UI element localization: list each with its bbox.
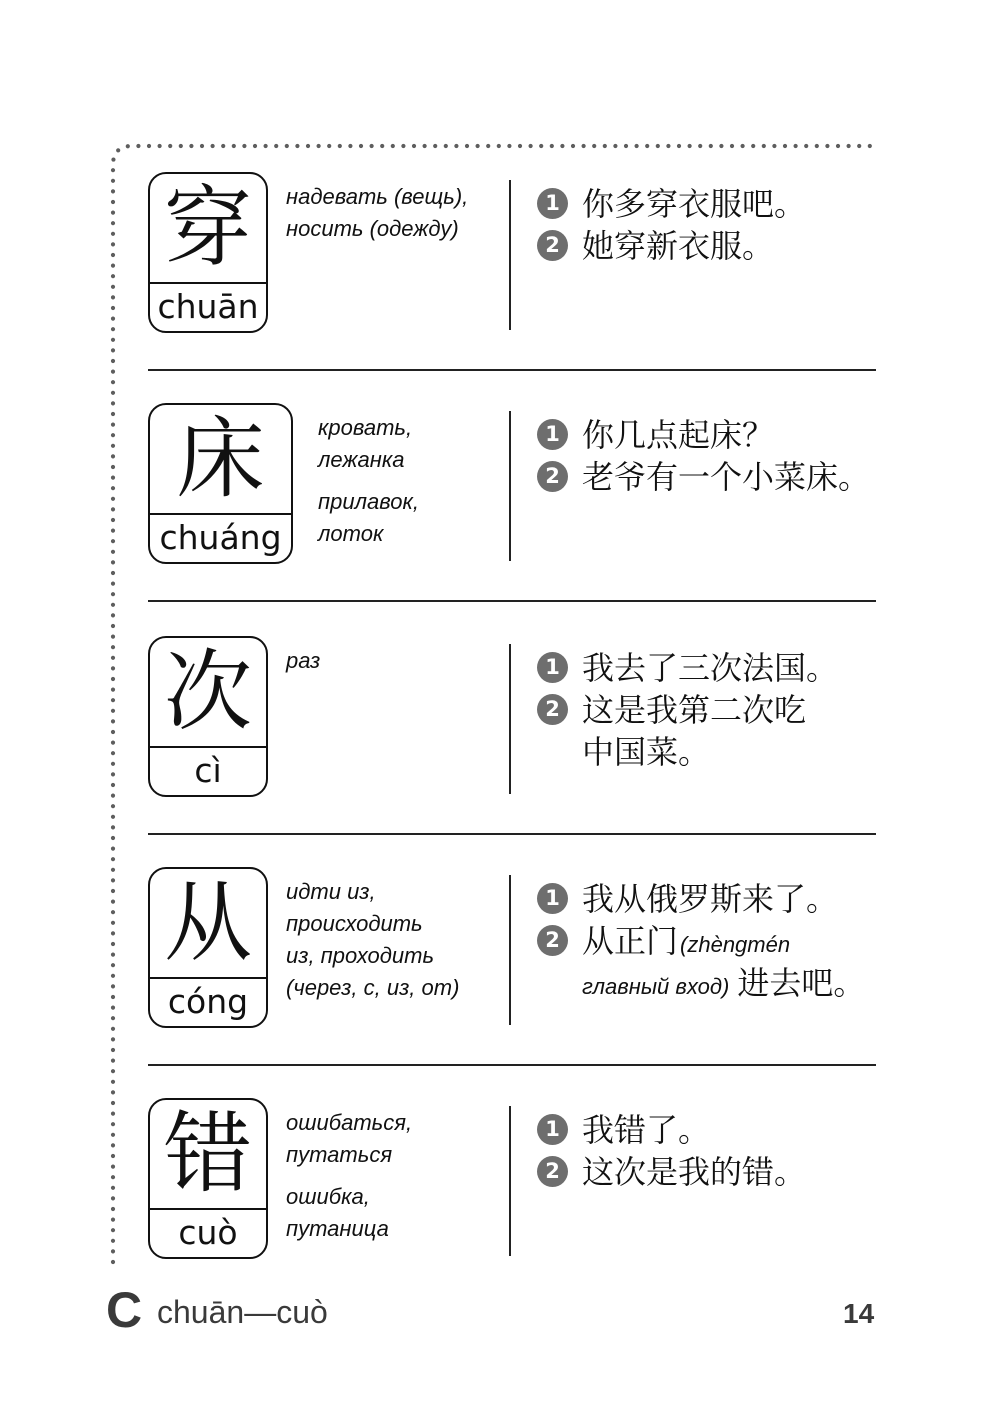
meaning-group bbox=[286, 1107, 412, 1171]
examples bbox=[537, 878, 865, 1004]
meaning-group bbox=[286, 1181, 412, 1245]
example-lines bbox=[582, 225, 774, 267]
vertical-divider bbox=[509, 1106, 511, 1256]
example-text: 她穿新衣服。 bbox=[582, 227, 775, 265]
pinyin: chuáng bbox=[159, 518, 282, 557]
example-number-badge: 1 bbox=[537, 419, 568, 450]
meaning-line: (через, с, из, от) bbox=[286, 975, 460, 1000]
example-2 bbox=[537, 920, 865, 1004]
example-text: 老爷有一个小菜床。 bbox=[582, 458, 871, 496]
meaning-group bbox=[318, 486, 419, 550]
example-1 bbox=[537, 414, 870, 456]
meanings bbox=[286, 876, 459, 1004]
example-lines bbox=[582, 1109, 710, 1151]
example-number-badge: 2 bbox=[537, 925, 568, 956]
entry-chuang bbox=[0, 403, 1000, 634]
example-lines bbox=[582, 689, 806, 773]
meaning-line: из, проходить bbox=[286, 943, 435, 968]
example-text: 你几点起床？ bbox=[582, 416, 775, 454]
example-text: 进去吧。 bbox=[737, 964, 866, 1002]
example-lines bbox=[582, 878, 838, 920]
example-number-badge: 1 bbox=[537, 1114, 568, 1145]
examples bbox=[537, 1109, 806, 1193]
example-text: 这是我第二次吃 bbox=[582, 691, 807, 729]
example-2 bbox=[537, 689, 838, 773]
vertical-divider bbox=[509, 875, 511, 1025]
entry-cong bbox=[0, 867, 1000, 1098]
character-card bbox=[148, 867, 268, 1028]
meaning-line: ошибаться, bbox=[286, 1110, 413, 1135]
example-text: 我去了三次法国。 bbox=[582, 649, 839, 687]
entry-separator bbox=[148, 369, 876, 371]
meaning-line: носить (одежду) bbox=[286, 216, 459, 241]
example-text: 我错了。 bbox=[582, 1111, 711, 1149]
meaning-group bbox=[318, 412, 419, 476]
entry-separator bbox=[148, 1064, 876, 1066]
meaning-group bbox=[286, 645, 320, 677]
meanings bbox=[286, 181, 468, 245]
page-range: chuān—cuò bbox=[157, 1294, 328, 1330]
meaning-line: лоток bbox=[318, 521, 384, 546]
meaning-line: идти из, bbox=[286, 879, 376, 904]
example-line bbox=[582, 920, 865, 962]
examples bbox=[537, 414, 870, 498]
character-card bbox=[148, 636, 268, 797]
entry-ci bbox=[0, 636, 1000, 867]
entry-cuo bbox=[0, 1098, 1000, 1329]
example-number-badge: 1 bbox=[537, 188, 568, 219]
example-lines bbox=[582, 920, 865, 1004]
example-1 bbox=[537, 878, 865, 920]
hanzi: 床 bbox=[150, 405, 291, 515]
examples bbox=[537, 647, 838, 773]
hanzi: 穿 bbox=[150, 174, 266, 284]
example-number-badge: 2 bbox=[537, 230, 568, 261]
pinyin: cì bbox=[194, 751, 222, 790]
character-card bbox=[148, 172, 268, 333]
example-2 bbox=[537, 456, 870, 498]
example-number-badge: 2 bbox=[537, 694, 568, 725]
meaning-line: надевать (вещь), bbox=[286, 184, 469, 209]
meanings bbox=[318, 412, 419, 550]
character-card bbox=[148, 1098, 268, 1259]
example-text: 这次是我的错。 bbox=[582, 1153, 807, 1191]
translation-gloss: главный вход) bbox=[582, 974, 730, 999]
example-1 bbox=[537, 183, 806, 225]
page-number: 14 bbox=[843, 1298, 875, 1329]
hanzi: 次 bbox=[150, 638, 266, 748]
example-line bbox=[582, 962, 865, 1004]
pinyin: cóng bbox=[167, 982, 249, 1021]
example-text: 中国菜。 bbox=[582, 733, 711, 771]
vertical-divider bbox=[509, 411, 511, 561]
pinyin: chuān bbox=[157, 287, 259, 326]
entry-separator bbox=[148, 600, 876, 602]
meaning-group bbox=[286, 181, 468, 245]
example-text: 我从俄罗斯来了。 bbox=[582, 880, 839, 918]
meaning-line: путаница bbox=[286, 1216, 389, 1241]
example-1 bbox=[537, 1109, 806, 1151]
example-2 bbox=[537, 225, 806, 267]
meanings bbox=[286, 1107, 412, 1245]
example-lines bbox=[582, 456, 870, 498]
example-lines bbox=[582, 183, 806, 225]
meaning-line: путаться bbox=[286, 1142, 393, 1167]
example-lines bbox=[582, 1151, 806, 1193]
meaning-line: прилавок, bbox=[318, 489, 419, 514]
meaning-group bbox=[286, 876, 459, 1004]
pinyin-gloss: (zhèngmén bbox=[680, 932, 791, 957]
entry-separator bbox=[148, 833, 876, 835]
vertical-divider bbox=[509, 644, 511, 794]
meaning-line: лежанка bbox=[318, 447, 405, 472]
example-number-badge: 2 bbox=[537, 1156, 568, 1187]
example-number-badge: 1 bbox=[537, 652, 568, 683]
example-lines bbox=[582, 414, 774, 456]
examples bbox=[537, 183, 806, 267]
example-2 bbox=[537, 1151, 806, 1193]
example-lines bbox=[582, 647, 838, 689]
hanzi: 错 bbox=[150, 1100, 266, 1210]
example-text: 你多穿衣服吧。 bbox=[582, 185, 807, 223]
meanings bbox=[286, 645, 320, 677]
meaning-line: происходить bbox=[286, 911, 423, 936]
section-letter: C bbox=[106, 1282, 143, 1338]
character-card bbox=[148, 403, 293, 564]
entry-chuan bbox=[0, 172, 1000, 403]
meaning-line: раз bbox=[286, 648, 321, 673]
vertical-divider bbox=[509, 180, 511, 330]
hanzi: 从 bbox=[150, 869, 266, 979]
example-1 bbox=[537, 647, 838, 689]
example-number-badge: 2 bbox=[537, 461, 568, 492]
example-number-badge: 1 bbox=[537, 883, 568, 914]
meaning-line: кровать, bbox=[318, 415, 413, 440]
pinyin: cuò bbox=[178, 1213, 238, 1252]
meaning-line: ошибка, bbox=[286, 1184, 370, 1209]
example-text: 从正门 bbox=[582, 922, 679, 960]
